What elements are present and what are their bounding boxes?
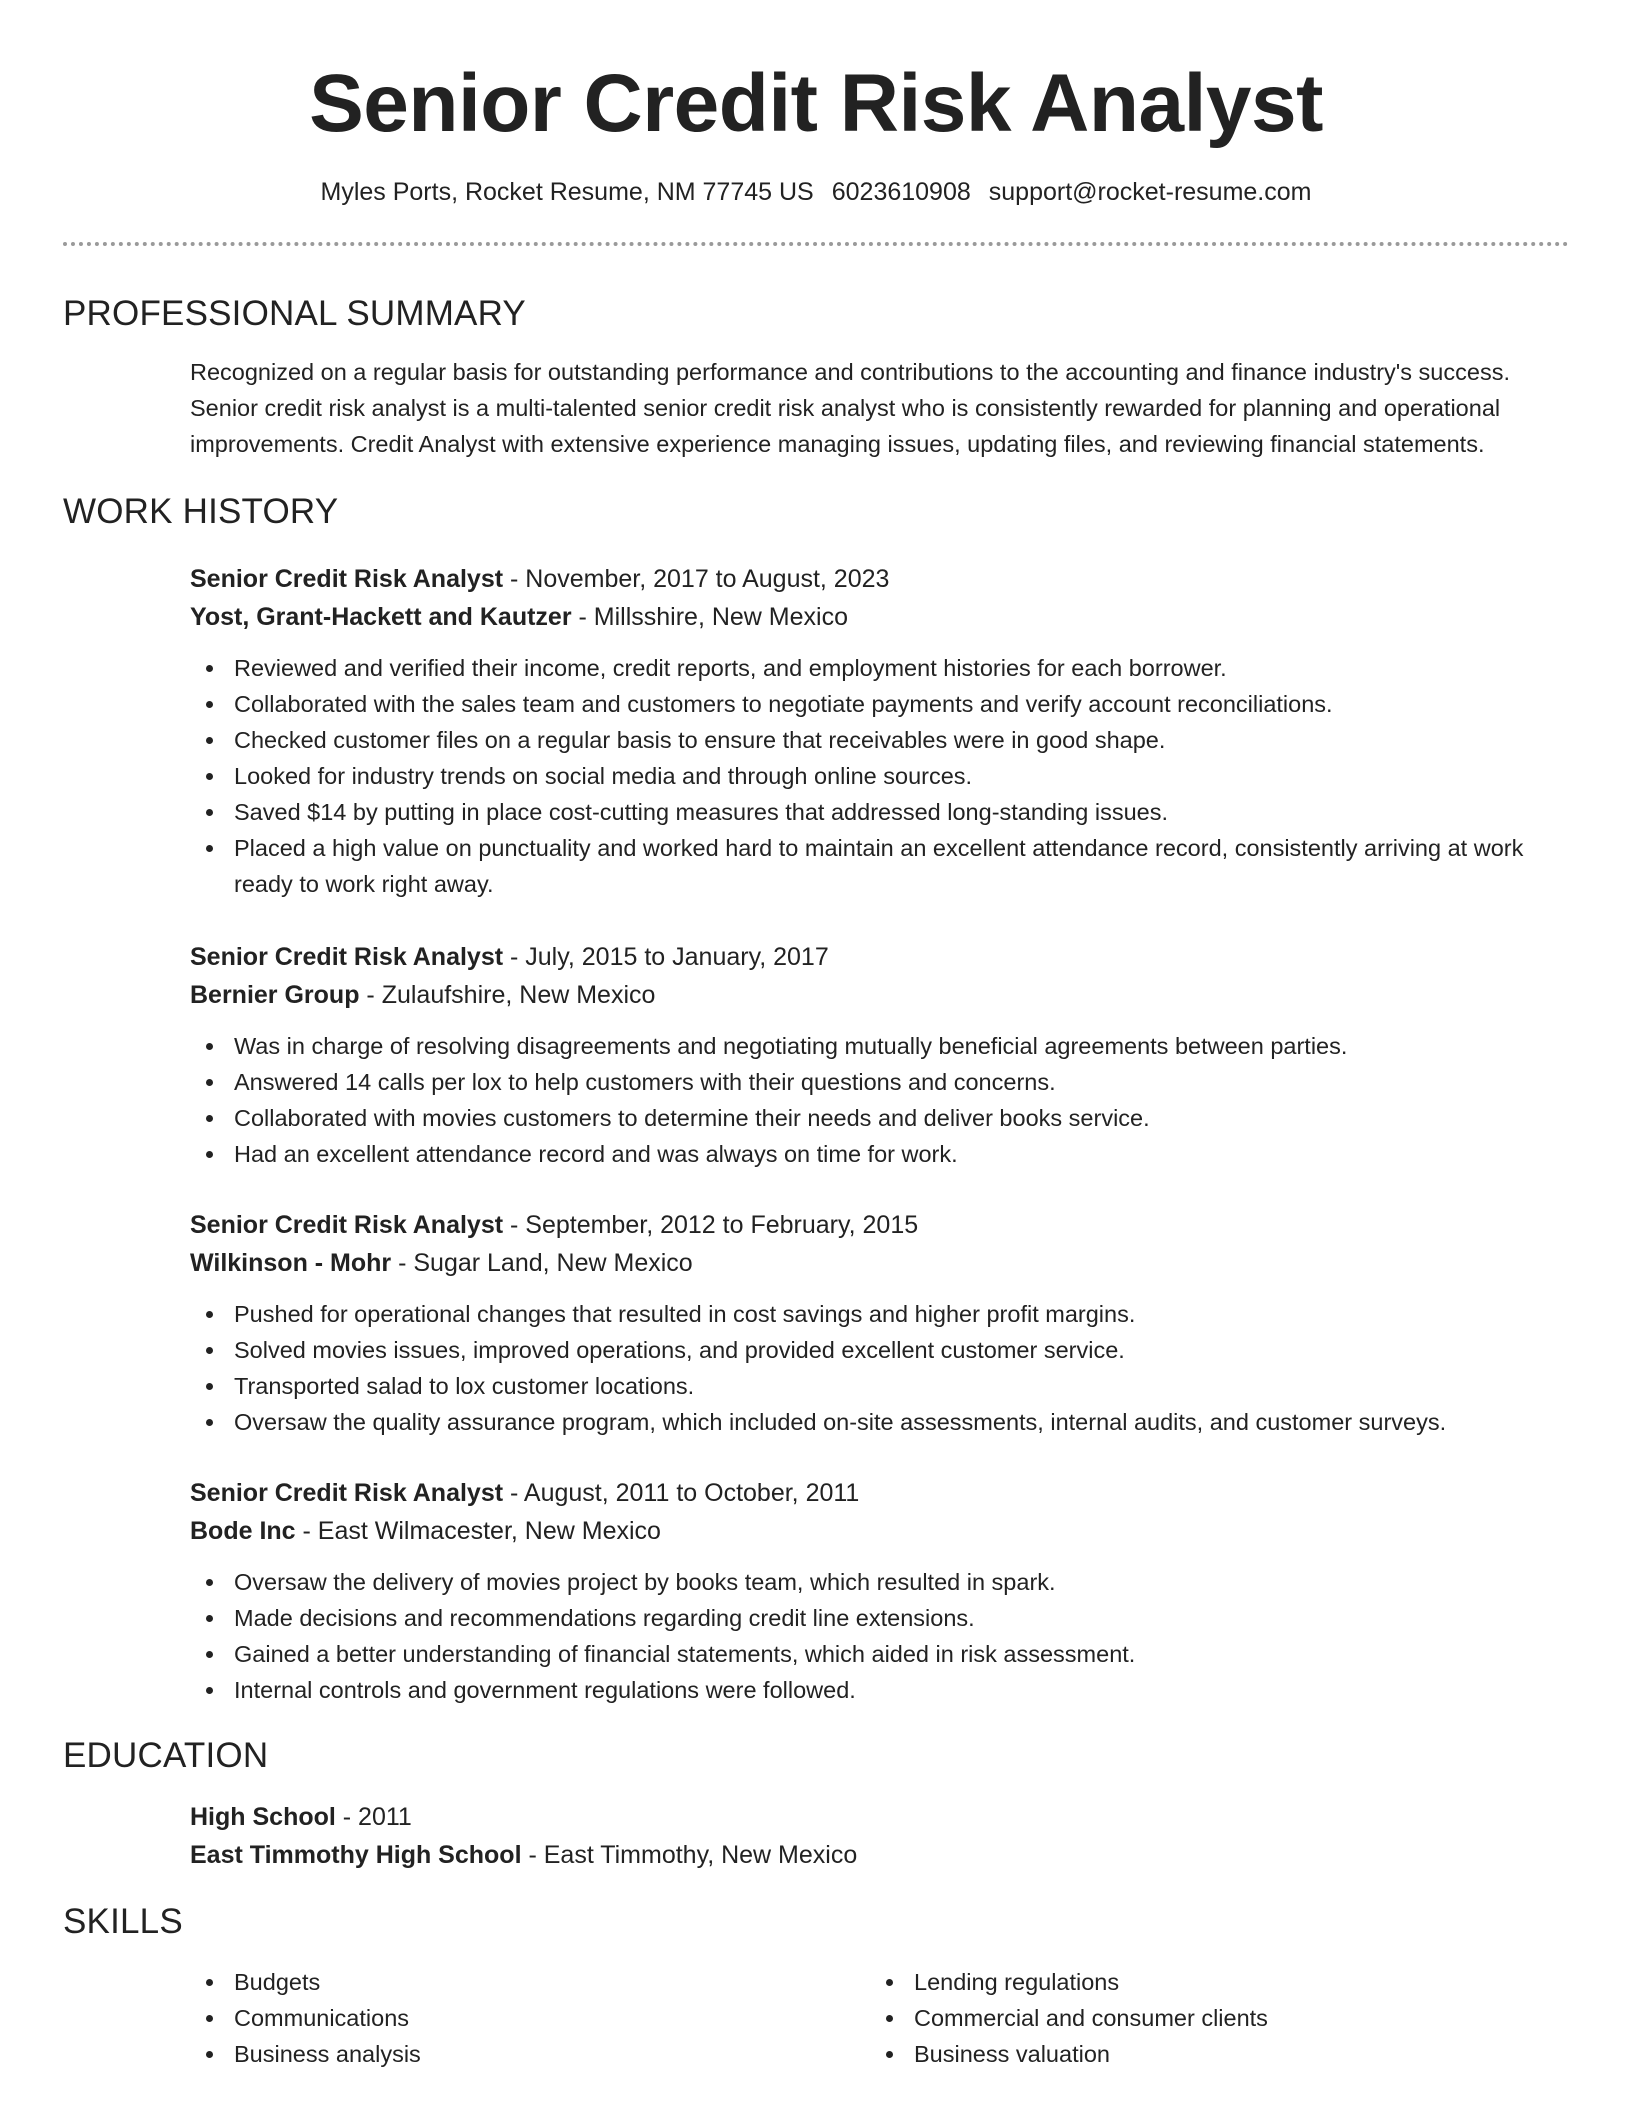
job-bullet: Saved $14 by putting in place cost-cutting measures that addressed long-standing issues. bbox=[190, 794, 1569, 830]
job-bullet: Transported salad to lox customer locations. bbox=[190, 1368, 1569, 1404]
job-location: - Millsshire, New Mexico bbox=[571, 603, 848, 631]
job-entry bbox=[190, 1474, 1569, 1708]
education-degree-line bbox=[190, 1798, 1569, 1836]
resume-name: Senior Credit Risk Analyst bbox=[309, 58, 1323, 149]
job-bullet: Solved movies issues, improved operations, and provided excellent customer service. bbox=[190, 1332, 1569, 1368]
job-bullets bbox=[190, 650, 1569, 902]
job-company: Yost, Grant-Hackett and Kautzer bbox=[190, 603, 572, 631]
job-title-line bbox=[190, 938, 1569, 976]
job-dates: - November, 2017 to August, 2023 bbox=[503, 565, 890, 593]
contact-email: support@rocket-resume.com bbox=[988, 178, 1312, 206]
job-bullet: Pushed for operational changes that resulted in cost savings and higher profit margins. bbox=[190, 1296, 1569, 1332]
job-company-line bbox=[190, 598, 1569, 636]
education-school: East Timmothy High School bbox=[190, 1841, 522, 1869]
work-history-heading: WORK HISTORY bbox=[63, 492, 339, 531]
education-section bbox=[63, 1798, 1569, 1874]
skill-item: Lending regulations bbox=[870, 1964, 1550, 2000]
skill-item: Communications bbox=[190, 2000, 870, 2036]
skill-item: Business analysis bbox=[190, 2036, 870, 2072]
job-bullet: Looked for industry trends on social media and through online sources. bbox=[190, 758, 1569, 794]
job-bullet: Gained a better understanding of financial statements, which aided in risk assessment. bbox=[190, 1636, 1569, 1672]
summary-section bbox=[63, 354, 1569, 462]
job-bullet: Placed a high value on punctuality and worked hard to maintain an excellent attendance record, consistently arriving at work ready to work right away. bbox=[190, 830, 1569, 902]
job-role: Senior Credit Risk Analyst bbox=[190, 1479, 504, 1507]
skills-list-right bbox=[870, 1964, 1550, 2072]
summary-text: Recognized on a regular basis for outstanding performance and contributions to the accounting and finance industry's success. Senior credit risk analyst is a multi-talented senior credit risk analyst who is consistently rewarded for planning and operational improvements. Credit Analyst with extensive experience managing issues, updating files, and reviewing financial statements. bbox=[190, 359, 1510, 457]
job-company: Wilkinson - Mohr bbox=[190, 1249, 392, 1277]
job-entry bbox=[190, 560, 1569, 902]
job-bullets bbox=[190, 1296, 1569, 1440]
job-bullet: Oversaw the delivery of movies project by books team, which resulted in spark. bbox=[190, 1564, 1569, 1600]
job-title-line bbox=[190, 560, 1569, 598]
skill-item: Budgets bbox=[190, 1964, 870, 2000]
contact-line bbox=[63, 176, 1569, 208]
job-bullet: Checked customer files on a regular basis to ensure that receivables were in good shape. bbox=[190, 722, 1569, 758]
job-bullet: Collaborated with movies customers to determine their needs and deliver books service. bbox=[190, 1100, 1569, 1136]
job-dates: - August, 2011 to October, 2011 bbox=[503, 1479, 860, 1507]
header-divider bbox=[63, 242, 1569, 246]
education-year: - 2011 bbox=[335, 1803, 412, 1831]
job-location: - East Wilmacester, New Mexico bbox=[295, 1517, 661, 1545]
skill-item: Commercial and consumer clients bbox=[870, 2000, 1550, 2036]
job-dates: - September, 2012 to February, 2015 bbox=[503, 1211, 919, 1239]
job-bullet: Made decisions and recommendations regarding credit line extensions. bbox=[190, 1600, 1569, 1636]
job-location: - Zulaufshire, New Mexico bbox=[359, 981, 656, 1009]
job-bullet: Collaborated with the sales team and customers to negotiate payments and verify account reconciliations. bbox=[190, 686, 1569, 722]
education-heading: EDUCATION bbox=[63, 1736, 269, 1775]
contact-address: Myles Ports, Rocket Resume, NM 77745 US bbox=[320, 178, 814, 206]
contact-phone: 6023610908 bbox=[831, 178, 971, 206]
job-bullets bbox=[190, 1564, 1569, 1708]
job-bullet: Oversaw the quality assurance program, which included on-site assessments, internal audits, and customer surveys. bbox=[190, 1404, 1569, 1440]
job-entry bbox=[190, 1206, 1569, 1440]
education-location: - East Timmothy, New Mexico bbox=[521, 1841, 858, 1869]
job-location: - Sugar Land, New Mexico bbox=[391, 1249, 693, 1277]
education-degree: High School bbox=[190, 1803, 336, 1831]
skills-grid bbox=[190, 1964, 1569, 2072]
job-entry bbox=[190, 938, 1569, 1172]
job-company: Bernier Group bbox=[190, 981, 360, 1009]
job-bullet: Was in charge of resolving disagreements and negotiating mutually beneficial agreements between parties. bbox=[190, 1028, 1569, 1064]
job-company-line bbox=[190, 1512, 1569, 1550]
education-school-line bbox=[190, 1836, 1569, 1874]
job-bullet: Reviewed and verified their income, credit reports, and employment histories for each borrower. bbox=[190, 650, 1569, 686]
skills-section bbox=[63, 1964, 1569, 2072]
job-bullet: Internal controls and government regulations were followed. bbox=[190, 1672, 1569, 1708]
job-title-line bbox=[190, 1474, 1569, 1512]
job-role: Senior Credit Risk Analyst bbox=[190, 565, 504, 593]
skill-item: Business valuation bbox=[870, 2036, 1550, 2072]
job-role: Senior Credit Risk Analyst bbox=[190, 943, 504, 971]
job-company: Bode Inc bbox=[190, 1517, 296, 1545]
skills-list-left bbox=[190, 1964, 870, 2072]
job-bullet: Answered 14 calls per lox to help customers with their questions and concerns. bbox=[190, 1064, 1569, 1100]
summary-heading: PROFESSIONAL SUMMARY bbox=[63, 294, 526, 333]
job-title-line bbox=[190, 1206, 1569, 1244]
skills-heading: SKILLS bbox=[63, 1902, 183, 1941]
job-bullets bbox=[190, 1028, 1569, 1172]
work-history-section bbox=[63, 560, 1569, 1708]
job-company-line bbox=[190, 1244, 1569, 1282]
job-bullet: Had an excellent attendance record and was always on time for work. bbox=[190, 1136, 1569, 1172]
job-role: Senior Credit Risk Analyst bbox=[190, 1211, 504, 1239]
job-dates: - July, 2015 to January, 2017 bbox=[503, 943, 829, 971]
job-company-line bbox=[190, 976, 1569, 1014]
